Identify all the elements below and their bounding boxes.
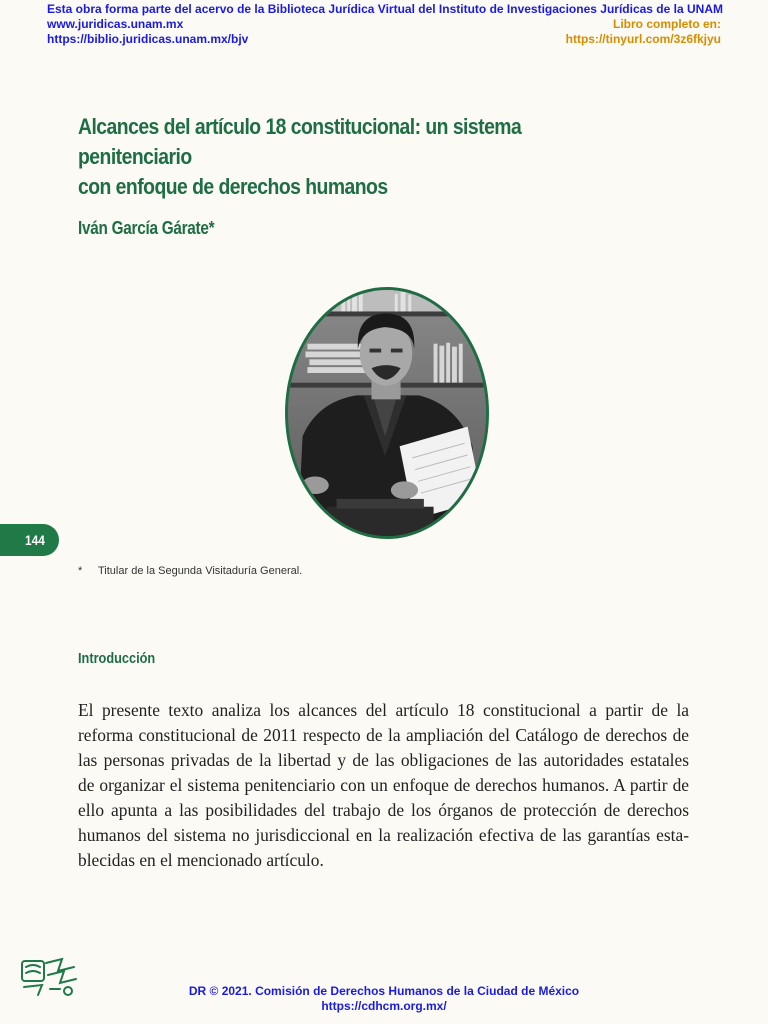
biblio-link[interactable]: https://biblio.juridicas.unam.mx/bjv bbox=[47, 31, 249, 46]
juridicas-link[interactable]: www.juridicas.unam.mx bbox=[47, 17, 184, 31]
footer-copyright: DR © 2021. Comisión de Derechos Humanos de la Ciudad de México bbox=[188, 984, 580, 998]
header-left-links bbox=[47, 17, 248, 46]
footnote bbox=[78, 564, 302, 578]
paragraph-line: humanos del sistema no jurisdiccional en la realización efectiva de las garantías esta- bbox=[78, 825, 689, 845]
footnote-text: Titular de la Segunda Visitaduría General. bbox=[98, 565, 303, 577]
author-portrait bbox=[285, 287, 489, 539]
header-collection-notice: Esta obra forma parte del acervo de la Biblioteca Jurídica Virtual del Instituto de Investigaciones Jurídicas de la UNAM bbox=[47, 2, 723, 16]
paragraph-line: de organizar el sistema penitenciario con un enfoque de derechos humanos. A partir de bbox=[78, 775, 689, 795]
paragraph-line: ello apunta a las posibilidades del trabajo de los órganos de protección de derechos bbox=[78, 800, 689, 820]
page-number-badge bbox=[0, 524, 59, 556]
title-line-2: con enfoque de derechos humanos bbox=[78, 174, 388, 199]
full-book-label: Libro completo en: bbox=[613, 17, 721, 31]
full-book-link[interactable]: https://tinyurl.com/3z6fkjyu bbox=[565, 31, 721, 46]
article-title bbox=[78, 112, 606, 202]
section-heading: Introducción bbox=[78, 650, 156, 667]
paragraph-line: El presente texto analiza los alcances del artículo 18 constitucional a partir de la bbox=[78, 700, 689, 720]
header-right-links bbox=[566, 17, 721, 46]
paragraph-line: reforma constitucional de 2011 respecto de la ampliación del Catálogo de derechos de bbox=[78, 725, 689, 745]
paragraph-line: las personas privadas de la libertad y de las obligaciones de las autoridades estatales bbox=[78, 750, 689, 770]
footnote-mark: * bbox=[78, 565, 83, 577]
author-name: Iván García Gárate* bbox=[78, 218, 215, 238]
portrait-photo bbox=[288, 290, 486, 536]
page-number: 144 bbox=[25, 532, 45, 548]
footer-link[interactable]: https://cdhcm.org.mx/ bbox=[321, 999, 447, 1013]
footer bbox=[0, 984, 768, 1014]
title-line-1: Alcances del artículo 18 constitucional: un sistema penitenciario bbox=[78, 114, 522, 169]
paragraph-line: blecidas en el mencionado artículo. bbox=[78, 850, 324, 870]
intro-paragraph bbox=[78, 698, 689, 873]
